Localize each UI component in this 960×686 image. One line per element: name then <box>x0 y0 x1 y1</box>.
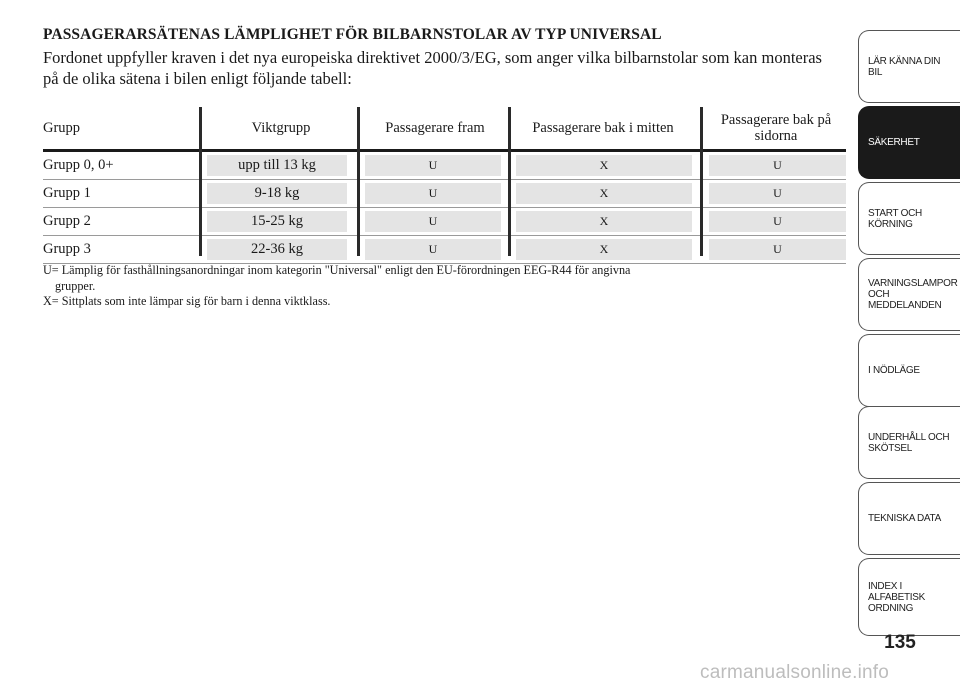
header-passagerare-fram: Passagerare fram <box>385 120 485 136</box>
row-rear-middle: X <box>516 155 692 176</box>
row-rear-sides: U <box>709 211 846 232</box>
tab-label: LÄR KÄNNA DIN BIL <box>868 55 941 78</box>
footnote-x: X= Sittplats som inte lämpar sig för barn i denna viktklass. <box>43 294 331 308</box>
tab-label: START OCH KÖRNING <box>868 207 922 230</box>
tab-tekniska-data[interactable] <box>858 482 960 555</box>
child-seat-suitability-table <box>43 107 846 264</box>
table-row <box>43 236 846 264</box>
tab-label: INDEX I ALFABETISK ORDNING <box>868 580 926 614</box>
column-divider <box>357 107 360 256</box>
tab-label: UNDERHÅLL OCH SKÖTSEL <box>868 431 950 454</box>
tab-label: I NÖDLÄGE <box>868 365 920 376</box>
table-row <box>43 152 846 180</box>
row-group: Grupp 1 <box>43 185 91 201</box>
tab-i-nodlage[interactable] <box>858 334 960 407</box>
table-footnotes <box>43 263 843 310</box>
row-rear-sides: U <box>709 155 846 176</box>
tab-varningslampor[interactable] <box>858 258 960 331</box>
row-front: U <box>365 211 501 232</box>
row-front: U <box>365 183 501 204</box>
table-header <box>43 107 846 152</box>
header-viktgrupp: Viktgrupp <box>251 120 311 136</box>
footnote-u-continued: grupper. <box>55 278 96 293</box>
tab-underhall-och-skotsel[interactable] <box>858 406 960 479</box>
row-rear-middle: X <box>516 239 692 260</box>
row-rear-middle: X <box>516 211 692 232</box>
tab-label: VARNINGSLAMPOR OCH MEDDELANDEN <box>868 278 958 311</box>
footnote-u: U= Lämplig för fasthållningsanordningar inom kategorin "Universal" enligt den EU-förordningen EEG-R44 för angivna <box>43 263 631 277</box>
table-row <box>43 208 846 236</box>
watermark: carmanualsonline.info <box>700 662 890 683</box>
row-group: Grupp 3 <box>43 241 91 257</box>
column-divider <box>199 107 202 256</box>
header-grupp: Grupp <box>43 120 81 136</box>
tab-index[interactable] <box>858 558 960 636</box>
column-divider <box>700 107 703 256</box>
section-title: PASSAGERARSÄTENAS LÄMPLIGHET FÖR BILBARNSTOLAR AV TYP UNIVERSAL <box>43 26 662 43</box>
header-passagerare-bak-mitten: Passagerare bak i mitten <box>532 120 674 136</box>
tab-label: TEKNISKA DATA <box>868 513 941 524</box>
row-rear-sides: U <box>709 183 846 204</box>
tab-start-och-korning[interactable] <box>858 182 960 255</box>
tab-lar-kanna-din-bil[interactable] <box>858 30 960 103</box>
table-row <box>43 180 846 208</box>
page-number: 135 <box>884 632 916 653</box>
row-group: Grupp 0, 0+ <box>43 157 114 173</box>
column-divider <box>508 107 511 256</box>
row-weight: upp till 13 kg <box>207 155 347 176</box>
row-rear-sides: U <box>709 239 846 260</box>
intro-paragraph: Fordonet uppfyller kraven i det nya europeiska direktivet 2000/3/EG, som anger vilka bilbarnstolar som kan monteras på de olika sätena i bilen enligt följande tabell: <box>43 48 822 88</box>
row-weight: 22-36 kg <box>207 239 347 260</box>
row-front: U <box>365 155 501 176</box>
row-group: Grupp 2 <box>43 213 91 229</box>
tab-label: SÄKERHET <box>868 137 920 148</box>
row-front: U <box>365 239 501 260</box>
chapter-tabs <box>858 0 960 686</box>
tab-sakerhet[interactable] <box>858 106 960 179</box>
row-rear-middle: X <box>516 183 692 204</box>
row-weight: 15-25 kg <box>207 211 347 232</box>
row-weight: 9-18 kg <box>207 183 347 204</box>
header-passagerare-bak-sidorna: Passagerare bak på sidorna <box>720 112 832 144</box>
